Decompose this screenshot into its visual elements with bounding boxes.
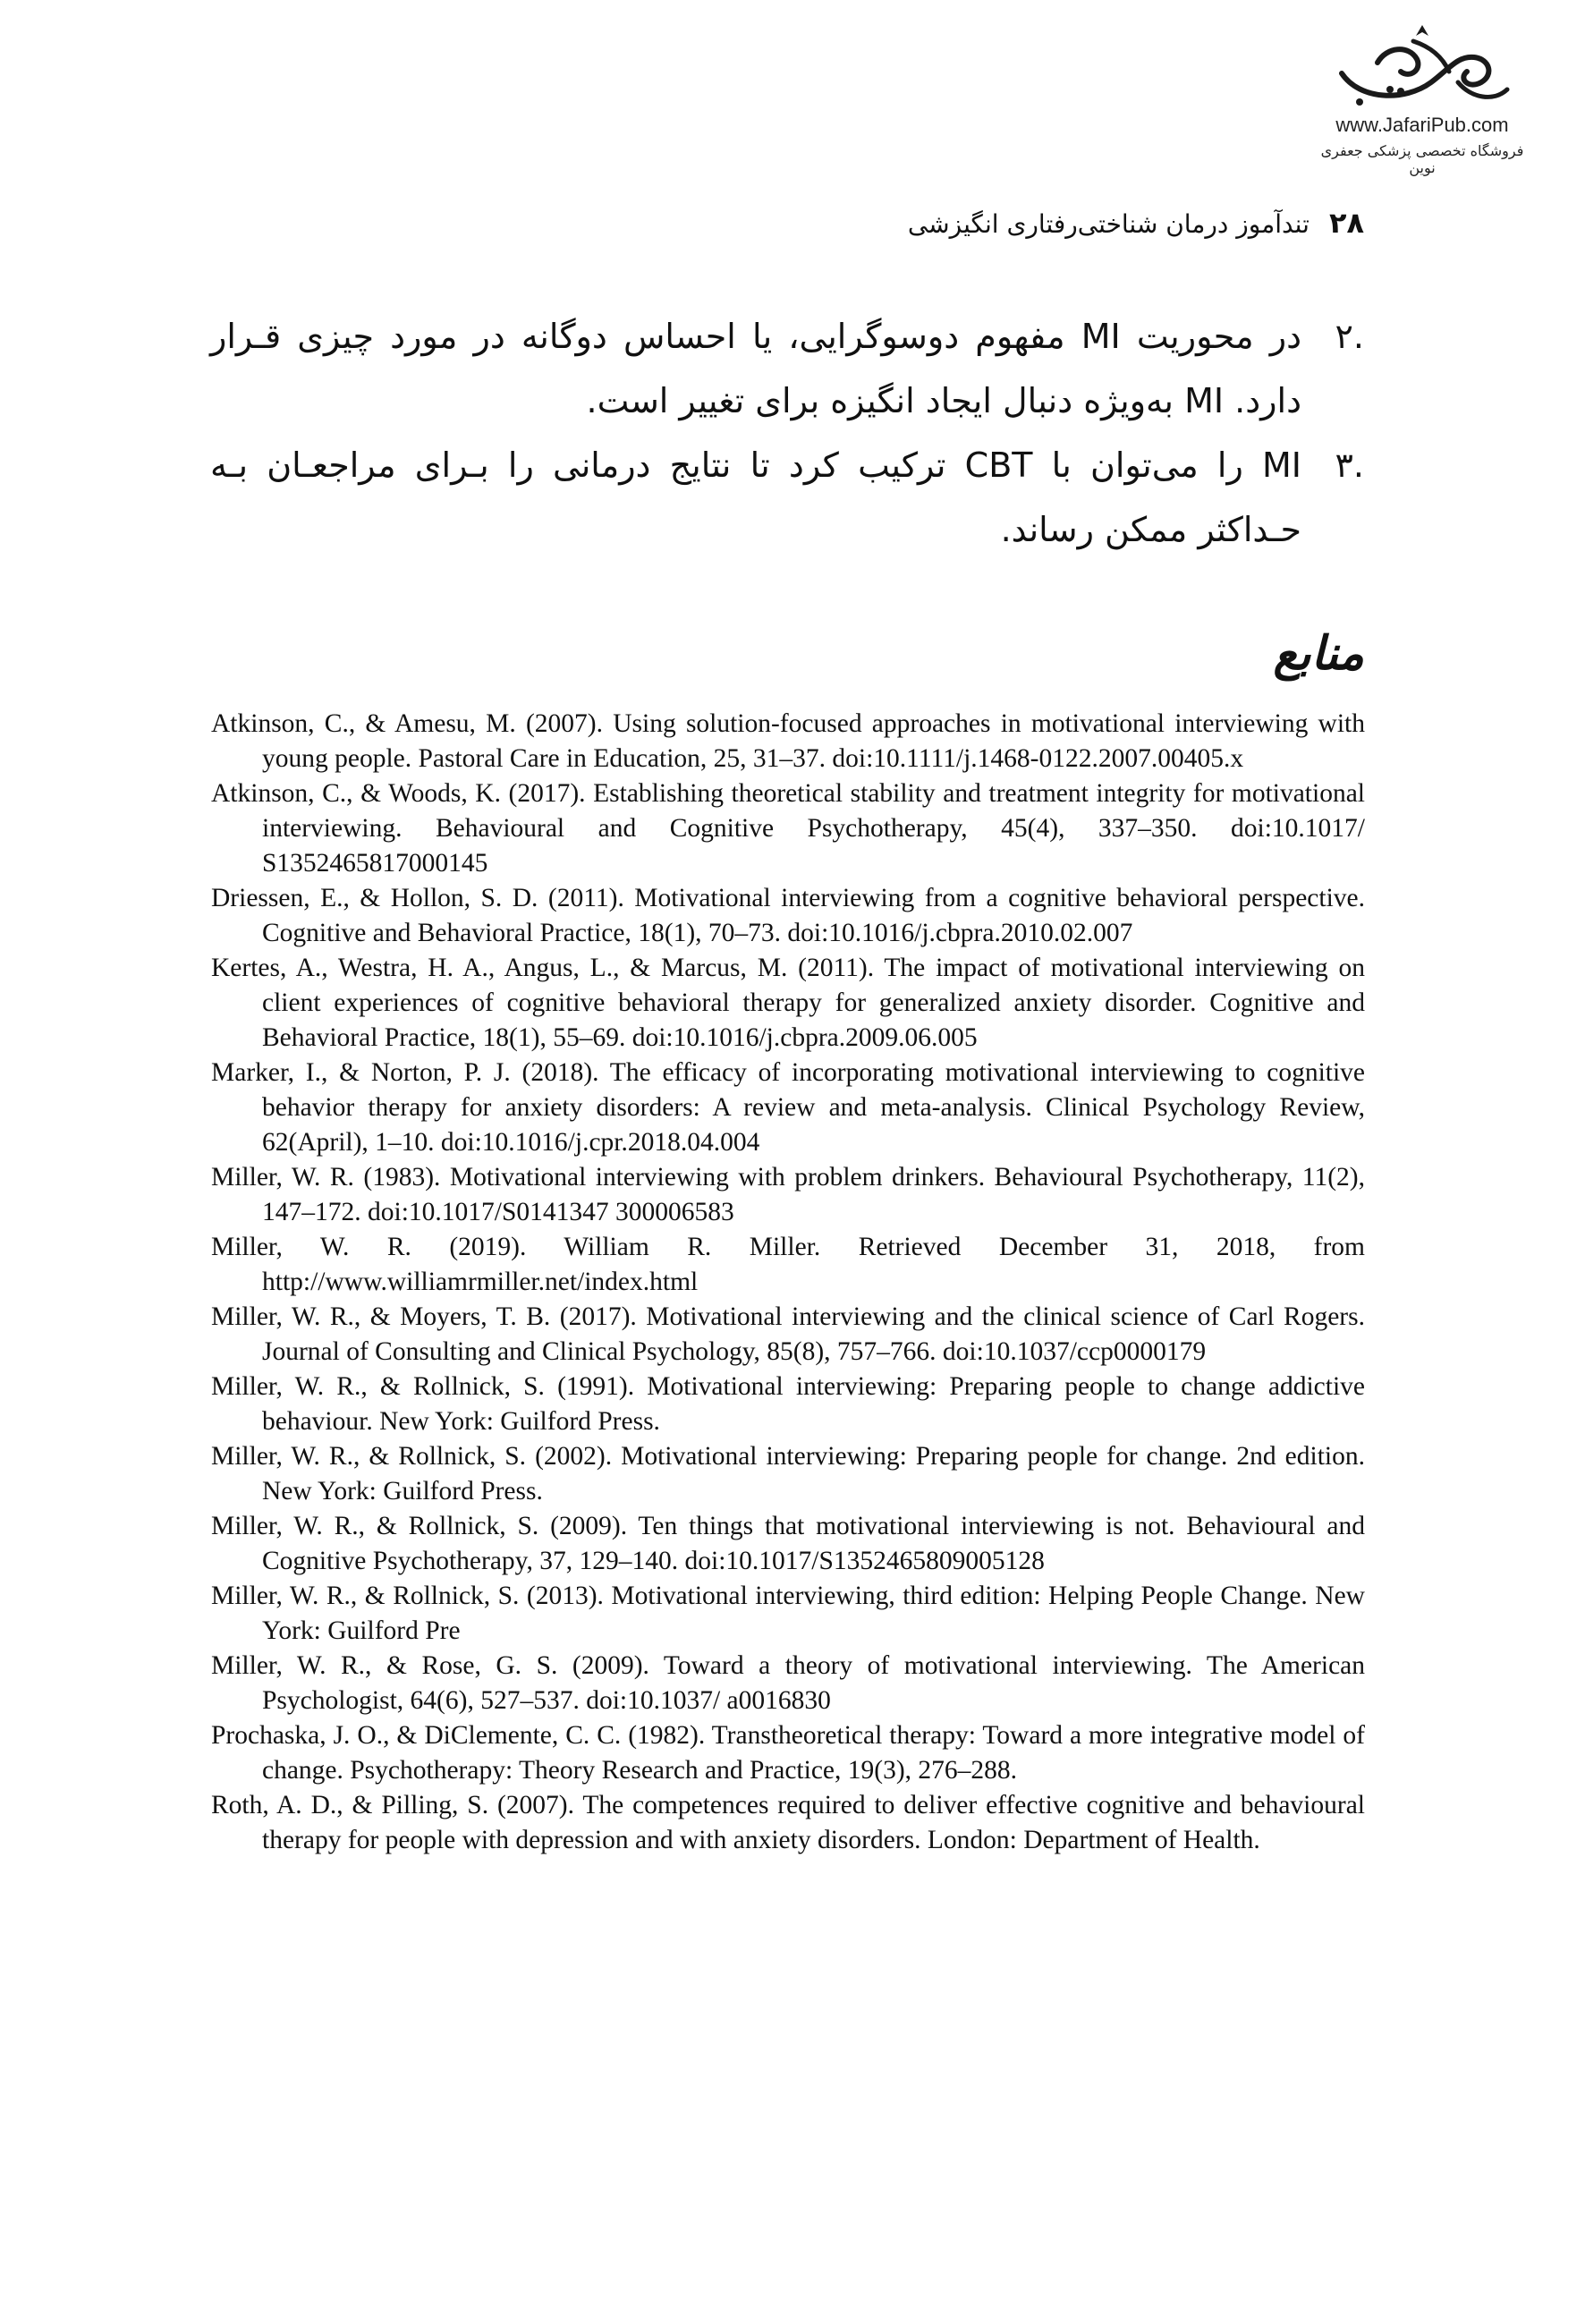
reference-item: Miller, W. R., & Rollnick, S. (2013). Motivational interviewing, third edition: Helping People Change. New York: Guilford Pre: [211, 1582, 1365, 1645]
reference-item: Prochaska, J. O., & DiClemente, C. C. (1982). Transtheoretical therapy: Toward a more integrative model of change. Psychotherapy: Theory Research and Practice, 19(3), 276–288.: [211, 1721, 1365, 1785]
reference-item: Miller, W. R., & Rollnick, S. (2002). Motivational interviewing: Preparing people for change. 2nd edition. New York: Guilford Press.: [211, 1442, 1365, 1506]
reference-item: Miller, W. R., & Rollnick, S. (2009). Ten things that motivational interviewing is not. Behavioural and Cognitive Psychotherapy, 37, 129–140. doi:10.1017/S1352465809005128: [211, 1512, 1365, 1575]
reference-item: Miller, W. R., & Rollnick, S. (1991). Motivational interviewing: Preparing people to change addictive behaviour. New York: Guilford Press.: [211, 1372, 1365, 1436]
reference-item: Miller, W. R. (2019). William R. Miller. Retrieved December 31, 2018, from http://www.williamrmiller.net/index.html: [211, 1233, 1365, 1296]
reference-item: Miller, W. R., & Moyers, T. B. (2017). Motivational interviewing and the clinical science of Carl Rogers. Journal of Consulting and Clinical Psychology, 85(8), 757–766. doi:10.1037/ccp0000179: [211, 1302, 1365, 1366]
reference-item: Miller, W. R. (1983). Motivational interviewing with problem drinkers. Behavioural Psychotherapy, 11(2), 147–172. doi:10.1017/S0141347 300006583: [211, 1163, 1365, 1226]
summary-points: [210, 304, 1364, 562]
reference-item: Driessen, E., & Hollon, S. D. (2011). Motivational interviewing from a cognitive behavioral perspective. Cognitive and Behavioral Practice, 18(1), 70–73. doi:10.1016/j.cbpra.2010.02.007: [211, 884, 1365, 947]
references-heading: منابع: [1273, 626, 1364, 681]
publisher-logo[interactable]: [1306, 20, 1538, 176]
summary-point-text: در محوریت MI مفهوم دوسوگرایی، یا احساس دوگانه در مورد چیزی قـرار دارد. MI به‌ویژه دنبال ایجاد انگیزه برای تغییر است.: [210, 317, 1301, 420]
summary-point-number: .۳: [1335, 445, 1364, 485]
book-title: تندآموز درمان شناختی‌رفتاری انگیزشی: [907, 209, 1310, 239]
summary-point-text: MI را می‌توان با CBT ترکیب کرد تا نتایج درمانی را بـرای مراجعـان بـه حـداکثر ممکن رساند.: [210, 445, 1301, 549]
summary-point-number: .۲: [1335, 317, 1364, 356]
reference-item: Miller, W. R., & Rose, G. S. (2009). Toward a theory of motivational interviewing. The American Psychologist, 64(6), 527–537. doi:10.1037/ a0016830: [211, 1651, 1365, 1715]
reference-item: Atkinson, C., & Amesu, M. (2007). Using solution-focused approaches in motivational interviewing with young people. Pastoral Care in Education, 25, 31–37. doi:10.1111/j.1468-0122.2007.00405.x: [211, 709, 1365, 773]
reference-list: [211, 707, 1365, 1858]
publisher-tagline: فروشگاه تخصصی پزشکی جعفری نوین: [1320, 142, 1524, 176]
page-number: ۲۸: [1328, 206, 1364, 240]
summary-point: [210, 433, 1364, 562]
publisher-url[interactable]: www.JafariPub.com: [1335, 114, 1509, 136]
summary-point: [210, 304, 1364, 433]
publisher-logo-icon: [1324, 20, 1521, 114]
reference-item: Marker, I., & Norton, P. J. (2018). The efficacy of incorporating motivational interviewing to cognitive behavior therapy for anxiety disorders: A review and meta-analysis. Clinical Psychology Review, 62(April), 1–10. doi:10.1016/j.cpr.2018.04.004: [211, 1058, 1365, 1157]
reference-item: Roth, A. D., & Pilling, S. (2007). The competences required to deliver effective cognitive and behavioural therapy for people with depression and with anxiety disorders. London: Department of Health.: [211, 1791, 1365, 1854]
running-header: [908, 206, 1364, 240]
reference-item: Atkinson, C., & Woods, K. (2017). Establishing theoretical stability and treatment integrity for motivational interviewing. Behavioural and Cognitive Psychotherapy, 45(4), 337–350. doi:10.1017/ S1352465817000145: [211, 779, 1365, 878]
reference-item: Kertes, A., Westra, H. A., Angus, L., & Marcus, M. (2011). The impact of motivational interviewing on client experiences of cognitive behavioral therapy for generalized anxiety disorder. Cognitive and Behavioral Practice, 18(1), 55–69. doi:10.1016/j.cbpra.2009.06.005: [211, 954, 1365, 1052]
